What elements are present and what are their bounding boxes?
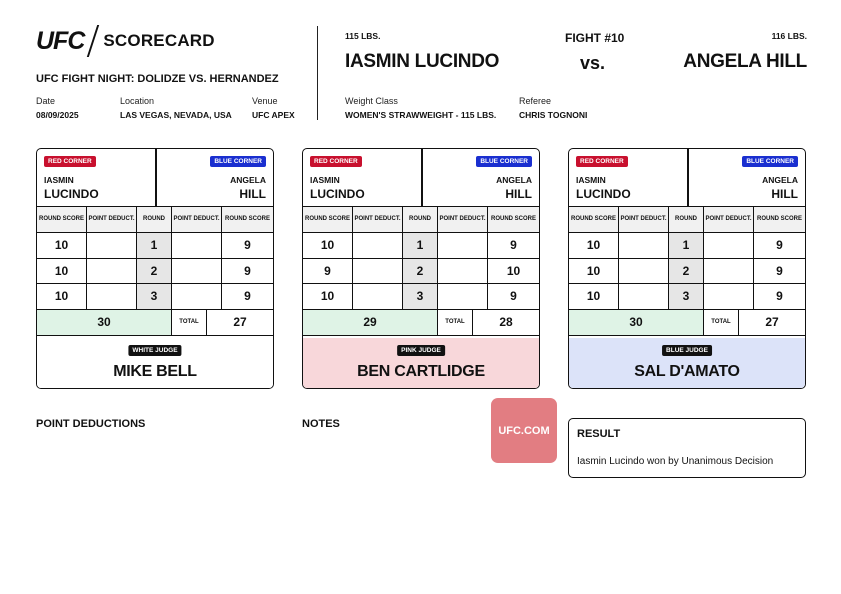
judge-scorecard-2 bbox=[302, 148, 540, 389]
blue-round-score: 9 bbox=[510, 289, 517, 304]
blue-round-score: 9 bbox=[776, 289, 783, 304]
referee-block bbox=[519, 96, 587, 120]
score-grid bbox=[37, 207, 273, 336]
blue-point-deduct-header: POINT DEDUCT. bbox=[172, 207, 222, 232]
blue-round-score: 9 bbox=[510, 238, 517, 253]
blue-point-deduct bbox=[172, 233, 222, 258]
round-header: ROUND bbox=[403, 207, 438, 232]
red-point-deduct bbox=[87, 259, 137, 284]
red-last-name: LUCINDO bbox=[310, 187, 365, 201]
result-box bbox=[568, 418, 806, 478]
round-number: 1 bbox=[669, 233, 704, 258]
total-label: TOTAL bbox=[704, 310, 739, 335]
red-point-deduct bbox=[353, 233, 403, 258]
blue-first-name: ANGELA bbox=[496, 175, 532, 185]
round-number: 3 bbox=[669, 284, 704, 309]
blue-point-deduct bbox=[704, 233, 754, 258]
corner-divider bbox=[155, 149, 157, 207]
blue-total: 27 bbox=[765, 315, 779, 329]
score-grid bbox=[303, 207, 539, 336]
weight-class-value: WOMEN'S STRAWWEIGHT - 115 LBS. bbox=[345, 110, 497, 120]
logo-divider bbox=[87, 25, 99, 57]
location-block bbox=[120, 96, 232, 120]
red-point-deduct-header: POINT DEDUCT. bbox=[353, 207, 403, 232]
red-round-score: 10 bbox=[569, 233, 619, 258]
red-round-score: 10 bbox=[37, 259, 87, 284]
versus-text: vs. bbox=[580, 53, 606, 73]
judge-area bbox=[303, 338, 539, 389]
round-number: 2 bbox=[137, 259, 172, 284]
round-header: ROUND bbox=[137, 207, 172, 232]
blue-point-deduct bbox=[438, 284, 488, 309]
blue-point-deduct bbox=[704, 284, 754, 309]
round-row bbox=[37, 284, 273, 310]
blue-point-deduct bbox=[438, 259, 488, 284]
round-row bbox=[37, 233, 273, 259]
judge-scorecard-3 bbox=[568, 148, 806, 389]
round-row bbox=[303, 284, 539, 310]
red-round-score: 10 bbox=[37, 284, 87, 309]
blue-corner-badge: BLUE CORNER bbox=[210, 156, 266, 167]
judge-area bbox=[569, 338, 805, 389]
blue-round-score: 9 bbox=[776, 263, 783, 278]
round-number: 1 bbox=[403, 233, 438, 258]
referee-label: Referee bbox=[519, 96, 552, 106]
blue-fighter-name: ANGELA HILL bbox=[683, 51, 807, 72]
red-point-deduct bbox=[87, 284, 137, 309]
corner-divider bbox=[421, 149, 423, 207]
red-corner-badge: RED CORNER bbox=[44, 156, 96, 167]
blue-corner-badge: BLUE CORNER bbox=[476, 156, 532, 167]
round-row bbox=[37, 259, 273, 285]
round-number: 1 bbox=[137, 233, 172, 258]
result-text: Iasmin Lucindo won by Unanimous Decision bbox=[577, 456, 774, 467]
red-fighter-name: IASMIN LUCINDO bbox=[345, 51, 500, 72]
judge-badge: PINK JUDGE bbox=[397, 345, 445, 356]
judge-name: MIKE BELL bbox=[113, 363, 197, 380]
red-point-deduct bbox=[619, 284, 669, 309]
judge-name: BEN CARTLIDGE bbox=[357, 363, 485, 380]
red-corner-badge: RED CORNER bbox=[576, 156, 628, 167]
blue-round-score: 9 bbox=[244, 289, 251, 304]
red-round-score-header: ROUND SCORE bbox=[569, 207, 619, 232]
judge-area bbox=[37, 338, 273, 389]
red-last-name: LUCINDO bbox=[44, 187, 99, 201]
red-point-deduct bbox=[87, 233, 137, 258]
blue-first-name: ANGELA bbox=[230, 175, 266, 185]
blue-round-score-header: ROUND SCORE bbox=[756, 215, 802, 222]
blue-last-name: HILL bbox=[771, 187, 798, 201]
weight-class-label: Weight Class bbox=[345, 96, 398, 106]
total-row bbox=[37, 310, 273, 336]
blue-first-name: ANGELA bbox=[762, 175, 798, 185]
brand-text: UFC bbox=[36, 26, 85, 55]
blue-round-score: 9 bbox=[776, 238, 783, 253]
blue-round-score-header: ROUND SCORE bbox=[224, 215, 270, 222]
red-round-score-header: ROUND SCORE bbox=[303, 207, 353, 232]
corner-divider bbox=[687, 149, 689, 207]
red-round-score-header: ROUND SCORE bbox=[37, 207, 87, 232]
round-number: 2 bbox=[669, 259, 704, 284]
blue-point-deduct-header: POINT DEDUCT. bbox=[438, 207, 488, 232]
total-label: TOTAL bbox=[172, 310, 207, 335]
red-point-deduct bbox=[619, 259, 669, 284]
blue-total: 27 bbox=[233, 315, 247, 329]
red-round-score: 9 bbox=[303, 259, 353, 284]
red-point-deduct bbox=[353, 284, 403, 309]
red-round-score: 10 bbox=[37, 233, 87, 258]
round-number: 3 bbox=[403, 284, 438, 309]
blue-corner-badge: BLUE CORNER bbox=[742, 156, 798, 167]
red-round-score: 10 bbox=[569, 259, 619, 284]
round-header: ROUND bbox=[669, 207, 704, 232]
ufc-stamp-logo: UFC.COM bbox=[491, 398, 557, 463]
red-point-deduct-header: POINT DEDUCT. bbox=[87, 207, 137, 232]
doc-title: SCORECARD bbox=[103, 31, 215, 50]
round-row bbox=[569, 259, 805, 285]
round-row bbox=[569, 284, 805, 310]
ufc-logo bbox=[36, 26, 215, 56]
red-round-score: 10 bbox=[303, 233, 353, 258]
venue-block bbox=[252, 96, 295, 120]
total-row bbox=[303, 310, 539, 336]
red-last-name: LUCINDO bbox=[576, 187, 631, 201]
judge-scorecard-1 bbox=[36, 148, 274, 389]
notes-title: NOTES bbox=[302, 418, 340, 430]
total-row bbox=[569, 310, 805, 336]
fight-number: FIGHT #10 bbox=[565, 31, 625, 45]
blue-total: 28 bbox=[499, 315, 513, 329]
judge-badge: WHITE JUDGE bbox=[128, 345, 181, 356]
red-total: 30 bbox=[569, 310, 704, 335]
blue-point-deduct bbox=[172, 259, 222, 284]
date-label: Date bbox=[36, 96, 56, 106]
red-total: 29 bbox=[303, 310, 438, 335]
score-grid bbox=[569, 207, 805, 336]
blue-point-deduct bbox=[704, 259, 754, 284]
blue-last-name: HILL bbox=[239, 187, 266, 201]
venue-value: UFC APEX bbox=[252, 110, 295, 120]
blue-round-score-header: ROUND SCORE bbox=[490, 215, 536, 222]
blue-round-score: 10 bbox=[506, 263, 521, 278]
corner-header bbox=[37, 149, 273, 207]
round-row bbox=[569, 233, 805, 259]
grid-header-row bbox=[303, 207, 539, 233]
red-point-deduct bbox=[619, 233, 669, 258]
red-first-name: IASMIN bbox=[310, 175, 340, 185]
referee-value: CHRIS TOGNONI bbox=[519, 110, 588, 120]
red-total: 30 bbox=[37, 310, 172, 335]
weight-class-block bbox=[345, 96, 496, 120]
result-title: RESULT bbox=[577, 428, 621, 440]
corner-header bbox=[569, 149, 805, 207]
round-row bbox=[303, 259, 539, 285]
blue-last-name: HILL bbox=[505, 187, 532, 201]
date-value: 08/09/2025 bbox=[36, 110, 79, 120]
date-block bbox=[36, 96, 79, 120]
blue-point-deduct bbox=[172, 284, 222, 309]
red-corner-badge: RED CORNER bbox=[310, 156, 362, 167]
location-label: Location bbox=[120, 96, 155, 106]
round-number: 3 bbox=[137, 284, 172, 309]
red-round-score: 10 bbox=[303, 284, 353, 309]
venue-label: Venue bbox=[252, 96, 278, 106]
event-title: UFC FIGHT NIGHT: DOLIDZE VS. HERNANDEZ bbox=[36, 73, 279, 85]
corner-header bbox=[303, 149, 539, 207]
round-row bbox=[303, 233, 539, 259]
blue-point-deduct bbox=[438, 233, 488, 258]
blue-round-score: 9 bbox=[244, 238, 251, 253]
header-divider bbox=[317, 26, 318, 120]
red-round-score: 10 bbox=[569, 284, 619, 309]
point-deductions-title: POINT DEDUCTIONS bbox=[36, 418, 146, 430]
grid-header-row bbox=[569, 207, 805, 233]
blue-point-deduct-header: POINT DEDUCT. bbox=[704, 207, 754, 232]
red-weight: 115 LBS. bbox=[345, 31, 381, 41]
grid-header-row bbox=[37, 207, 273, 233]
judge-badge: BLUE JUDGE bbox=[662, 345, 712, 356]
blue-round-score: 9 bbox=[244, 263, 251, 278]
round-number: 2 bbox=[403, 259, 438, 284]
red-point-deduct-header: POINT DEDUCT. bbox=[619, 207, 669, 232]
red-first-name: IASMIN bbox=[576, 175, 606, 185]
red-point-deduct bbox=[353, 259, 403, 284]
location-value: LAS VEGAS, NEVADA, USA bbox=[120, 110, 232, 120]
total-label: TOTAL bbox=[438, 310, 473, 335]
blue-weight: 116 LBS. bbox=[771, 31, 807, 41]
red-first-name: IASMIN bbox=[44, 175, 74, 185]
judge-name: SAL D'AMATO bbox=[634, 363, 740, 380]
